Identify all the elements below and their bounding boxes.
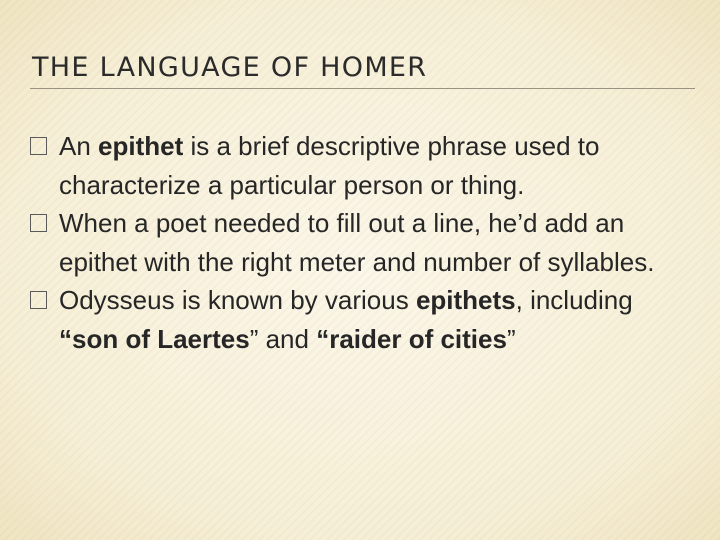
emphasized-term: epithet <box>98 131 184 161</box>
bullet-text: An epithet is a brief descriptive phrase used to characterize a particular person or thing. <box>59 131 600 200</box>
box-bullet-icon <box>30 137 47 155</box>
bullet-text: Odysseus is known by various epithets, including “son of Laertes” and “raider of cities” <box>59 285 633 354</box>
title-underline-divider <box>30 88 695 89</box>
bullet-list <box>30 127 698 358</box>
emphasized-epithet: “raider of cities <box>316 323 507 354</box>
box-bullet-icon <box>30 291 47 309</box>
bullet-item-poet-meter <box>30 204 698 281</box>
slide-title: THE LANGUAGE OF HOMER <box>32 52 428 83</box>
box-bullet-icon <box>30 214 47 232</box>
emphasized-epithet: “son of Laertes <box>59 323 250 354</box>
bullet-item-epithet-definition <box>30 127 698 204</box>
bullet-text: When a poet needed to fill out a line, he’d add an epithet with the right meter and number of syllables. <box>59 208 655 277</box>
emphasized-term: epithets <box>415 285 516 315</box>
bullet-item-odysseus-epithets <box>30 281 698 358</box>
